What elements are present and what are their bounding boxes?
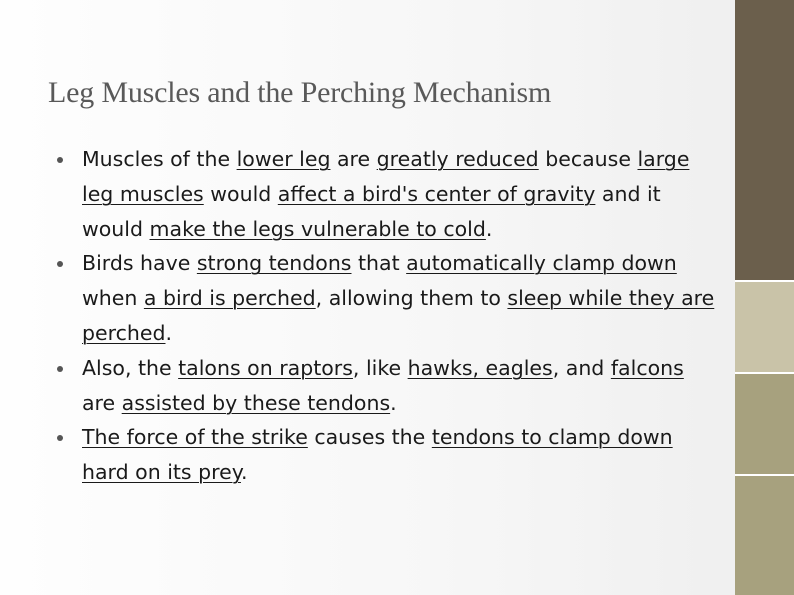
bullet-text: .: [240, 460, 248, 485]
accent-stripe-light: [735, 280, 794, 372]
bullet-dot-icon: [57, 366, 63, 372]
bullet-text: , like: [352, 355, 408, 380]
underlined-phrase: large leg muscles: [82, 147, 690, 206]
underlined-phrase: lower leg: [236, 147, 331, 171]
bullet-text: when: [82, 286, 144, 311]
bullet-text: are: [330, 147, 377, 171]
bullet-text: causes the: [307, 425, 432, 450]
bullet-dot-icon: [57, 157, 63, 163]
bullet-text: Also, the: [82, 355, 179, 380]
underlined-phrase: greatly reduced: [376, 147, 539, 171]
underlined-phrase: make the legs vulnerable to cold: [149, 216, 486, 241]
stripe-divider: [735, 372, 794, 374]
bullet-list: [82, 142, 722, 490]
bullet-text: that: [351, 251, 407, 276]
bullet-text: because: [538, 147, 638, 171]
underlined-phrase: affect a bird's center of gravity: [277, 181, 596, 206]
underlined-phrase: talons on raptors: [178, 355, 353, 380]
bullet-item: [82, 142, 722, 246]
underlined-phrase: tendons to clamp down hard on its prey: [82, 425, 673, 485]
slide-title: Leg Muscles and the Perching Mechanism: [48, 76, 552, 109]
accent-stripe-top: [735, 0, 794, 280]
underlined-phrase: falcons: [610, 355, 684, 380]
bullet-dot-icon: [57, 261, 63, 267]
bullet-text: and it would: [82, 181, 661, 241]
bullet-text: are: [82, 390, 122, 415]
accent-stripe-bottom: [735, 474, 794, 595]
stripe-divider: [735, 474, 794, 476]
bullet-text: .: [390, 390, 397, 415]
bullet-text: would: [203, 181, 278, 206]
underlined-phrase: assisted by these tendons: [121, 390, 391, 415]
accent-stripe-mid: [735, 372, 794, 474]
bullet-text: , allowing them to: [315, 286, 508, 311]
bullet-text: Birds have: [82, 251, 197, 276]
underlined-phrase: a bird is perched: [143, 286, 316, 311]
bullet-text: .: [485, 216, 493, 241]
bullet-text: Muscles of the: [82, 147, 237, 171]
bullet-item: [82, 420, 722, 490]
underlined-phrase: hawks, eagles: [407, 355, 553, 380]
underlined-phrase: sleep while they are perched: [82, 286, 715, 345]
underlined-phrase: strong tendons: [196, 251, 352, 276]
bullet-dot-icon: [57, 435, 63, 441]
bullet-text: .: [165, 320, 173, 345]
underlined-phrase: automatically clamp down: [406, 251, 677, 276]
underlined-phrase: The force of the strike: [82, 425, 308, 450]
bullet-item: [82, 246, 722, 350]
bullet-text: , and: [552, 355, 611, 380]
stripe-divider: [735, 280, 794, 282]
bullet-item: [82, 351, 722, 421]
